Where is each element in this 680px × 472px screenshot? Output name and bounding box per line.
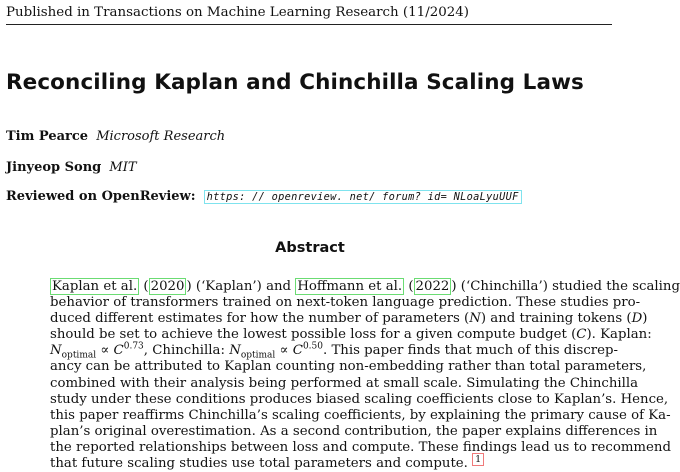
author-1 xyxy=(6,129,225,144)
abstract-text: (‘Kaplan’) and xyxy=(195,279,292,294)
abstract-line: the reported relationships between loss and compute. These findings lead us to recommend xyxy=(50,439,671,455)
abstract-line: Kaplan et al. ( 2020 ) (‘Kaplan’) and Hoffmann et al. ( 2022 ) (‘Chinchilla’) studied the scaling xyxy=(52,279,680,294)
journal-header: Published in Transactions on Machine Learning Research (11/2024) xyxy=(6,5,612,25)
author-affiliation: Microsoft Research xyxy=(96,129,226,144)
citation-hoffmann-link[interactable]: Hoffmann et al. xyxy=(297,279,403,294)
author-2 xyxy=(6,160,137,175)
abstract-heading: Abstract xyxy=(275,240,345,256)
author-name: Tim Pearce xyxy=(6,129,89,144)
author-affiliation: MIT xyxy=(109,160,137,175)
abstract-text: (‘Chinchilla’) studied the scaling xyxy=(460,279,680,294)
abstract-body xyxy=(50,279,680,472)
review-label: Reviewed on OpenReview: xyxy=(6,189,196,204)
author-name: Jinyeop Song xyxy=(6,160,102,175)
abstract-line: plan’s original overestimation. As a second contribution, the paper explains differences in xyxy=(50,423,658,439)
paper-title: Reconciling Kaplan and Chinchilla Scaling Laws xyxy=(6,70,584,95)
abstract-line: this paper reaffirms Chinchilla’s scaling coefficients, by explaining the primary cause of Ka- xyxy=(50,407,671,423)
abstract-line: behavior of transformers trained on next-token language prediction. These studies pro- xyxy=(50,295,641,311)
abstract-line: $N_{optimal} \propto C^{0.73}$, Chinchilla: $N_{optimal} \propto C^{0.50}$. This paper finds that much of this discrep- xyxy=(50,341,619,362)
citation-kaplan-year-link[interactable]: 2020 xyxy=(150,279,185,294)
review-line xyxy=(6,189,522,204)
citation-hoffmann-year-link[interactable]: 2022 xyxy=(415,279,450,294)
abstract-line: duced different estimates for how the number of parameters (N) and training tokens (D) xyxy=(50,311,648,327)
abstract-line: study under these conditions produces biased scaling coefficients close to Kaplan’s. Hence, xyxy=(50,391,669,407)
abstract-line: should be set to achieve the lowest possible loss for a given compute budget (C). Kaplan: xyxy=(50,327,652,343)
abstract-line: ancy can be attributed to Kaplan counting non-embedding rather than total parameters, xyxy=(50,359,647,375)
abstract-line: combined with their analysis being performed at small scale. Simulating the Chinchilla xyxy=(50,375,639,391)
footnote-marker-link[interactable]: 1 xyxy=(472,453,484,466)
openreview-link[interactable]: https: // openreview. net/ forum? id= NLoaLyuUUF xyxy=(204,190,522,204)
citation-kaplan-link[interactable]: Kaplan et al. xyxy=(52,279,138,294)
abstract-line: that future scaling studies use total parameters and compute. $^1$ xyxy=(50,456,576,472)
